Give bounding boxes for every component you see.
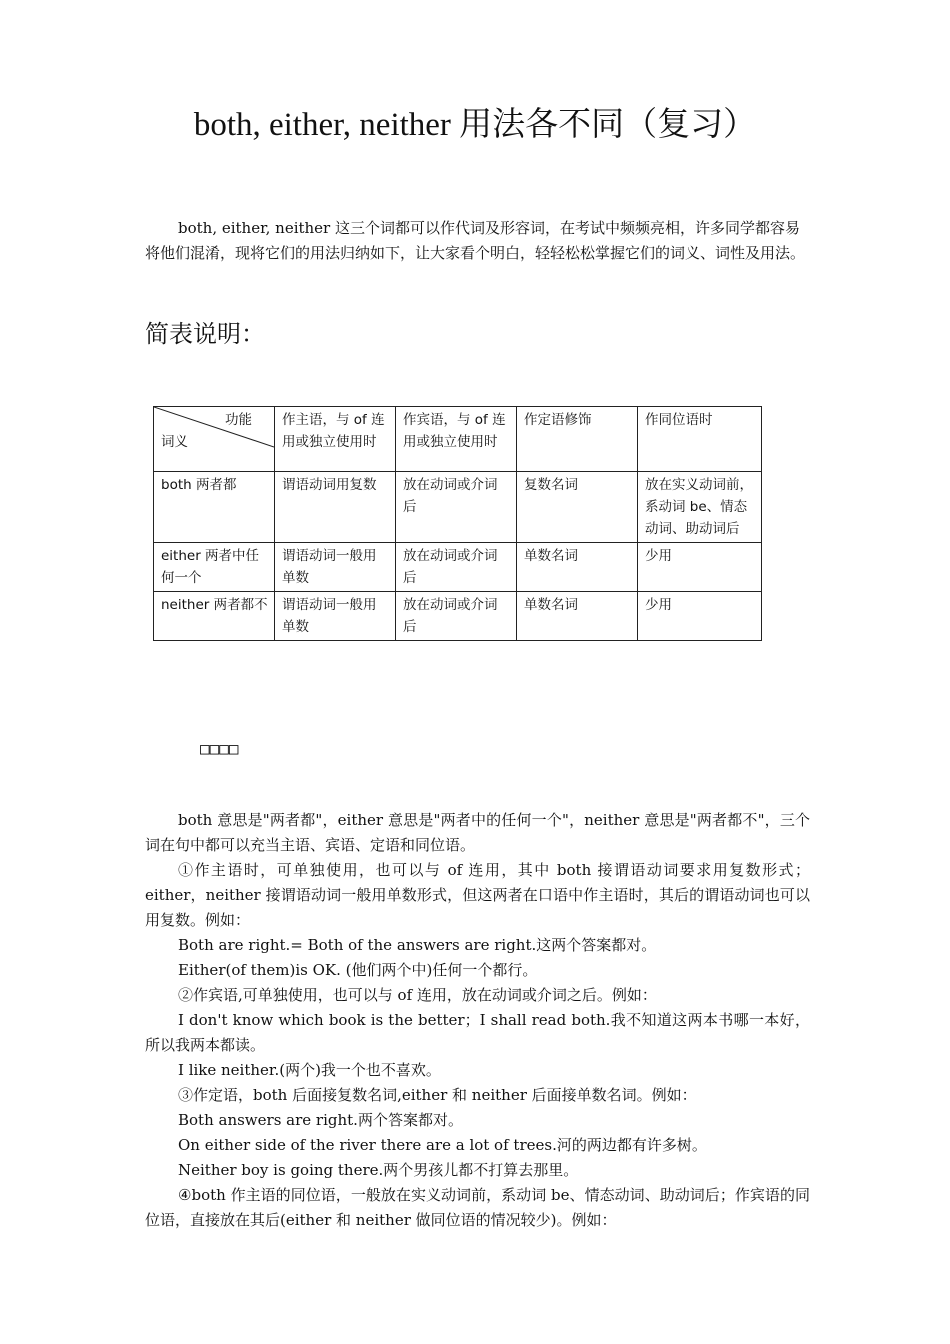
table-cell: 少用 [638,592,762,641]
table-cell: 单数名词 [517,543,638,592]
table-cell: 谓语动词用复数 [275,472,396,543]
table-header-cell: 作宾语，与 of 连用或独立使用时 [396,407,517,472]
table-cell: 放在动词或介词后 [396,472,517,543]
table-row-either [154,543,762,592]
document-title: both, either, neither 用法各不同（复习） [193,107,757,143]
example-sentence: On either side of the river there are a lot of trees.河的两边都有许多树。 [178,1136,707,1154]
example-sentence: Both are right.= Both of the answers are right.这两个答案都对。 [178,936,657,954]
usage-summary-table [153,406,762,641]
table-cell: 少用 [638,543,762,592]
table-header-cell: 作主语，与 of 连用或独立使用时 [275,407,396,472]
table-cell: 放在动词或介词后 [396,592,517,641]
table-header-cell: 作定语修饰 [517,407,638,472]
example-sentence: I don't know which book is the better；I shall read both.我不知道这两本书哪一本好，所以我两本都读。 [145,1011,810,1054]
table-cell: neither 两者都不 [154,592,275,641]
table-row-both [154,472,762,543]
table-cell: 复数名词 [517,472,638,543]
table-cell: 放在动词或介词后 [396,543,517,592]
table-header-cell: 作同位语时 [638,407,762,472]
corner-label-meaning: 词义 [161,434,188,450]
table-cell: 谓语动词一般用单数 [275,543,396,592]
example-sentence: Both answers are right.两个答案都对。 [178,1111,463,1129]
corner-label-function: 功能 [225,412,252,428]
placeholder-glyphs: □□□□ [200,739,239,758]
example-sentence: I like neither.(两个)我一个也不喜欢。 [178,1061,441,1079]
table-row-neither [154,592,762,641]
table-cell: both 两者都 [154,472,275,543]
body-paragraph: ③作定语，both 后面接复数名词,either 和 neither 后面接单数名词。例如： [178,1086,697,1104]
body-paragraph: both 意思是"两者都"，either 意思是"两者中的任何一个"，neither 意思是"两者都不"，三个词在句中都可以充当主语、宾语、定语和同位语。 [145,811,810,854]
table-header-row [154,407,762,472]
table-cell: 放在实义动词前，系动词 be、情态动词、助动词后 [638,472,762,543]
body-paragraph: ①作主语时，可单独使用，也可以与 of 连用，其中 both 接谓语动词要求用复数形式；either，neither 接谓语动词一般用单数形式，但这两者在口语中作主语时，其后的谓语动词也可以用复数。例如： [145,861,810,929]
body-text [145,808,810,1233]
table-cell: 单数名词 [517,592,638,641]
section-heading: 简表说明： [145,320,265,348]
body-paragraph: ②作宾语,可单独使用，也可以与 of 连用，放在动词或介词之后。例如： [178,986,657,1004]
intro-paragraph: both, either, neither 这三个词都可以作代词及形容词，在考试中频频亮相，许多同学都容易将他们混淆，现将它们的用法归纳如下，让大家看个明白，轻轻松松掌握它们的词义、词性及用法。 [145,219,806,262]
body-paragraph: ④both 作主语的同位语，一般放在实义动词前，系动词 be、情态动词、助动词后；作宾语的同位语，直接放在其后(either 和 neither 做同位语的情况较少)。例如： [145,1186,810,1229]
table-cell: either 两者中任何一个 [154,543,275,592]
table-corner-cell [154,407,275,472]
table-cell: 谓语动词一般用单数 [275,592,396,641]
example-sentence: Either(of them)is OK. (他们两个中)任何一个都行。 [178,961,538,979]
example-sentence: Neither boy is going there.两个男孩儿都不打算去那里。 [178,1161,579,1179]
